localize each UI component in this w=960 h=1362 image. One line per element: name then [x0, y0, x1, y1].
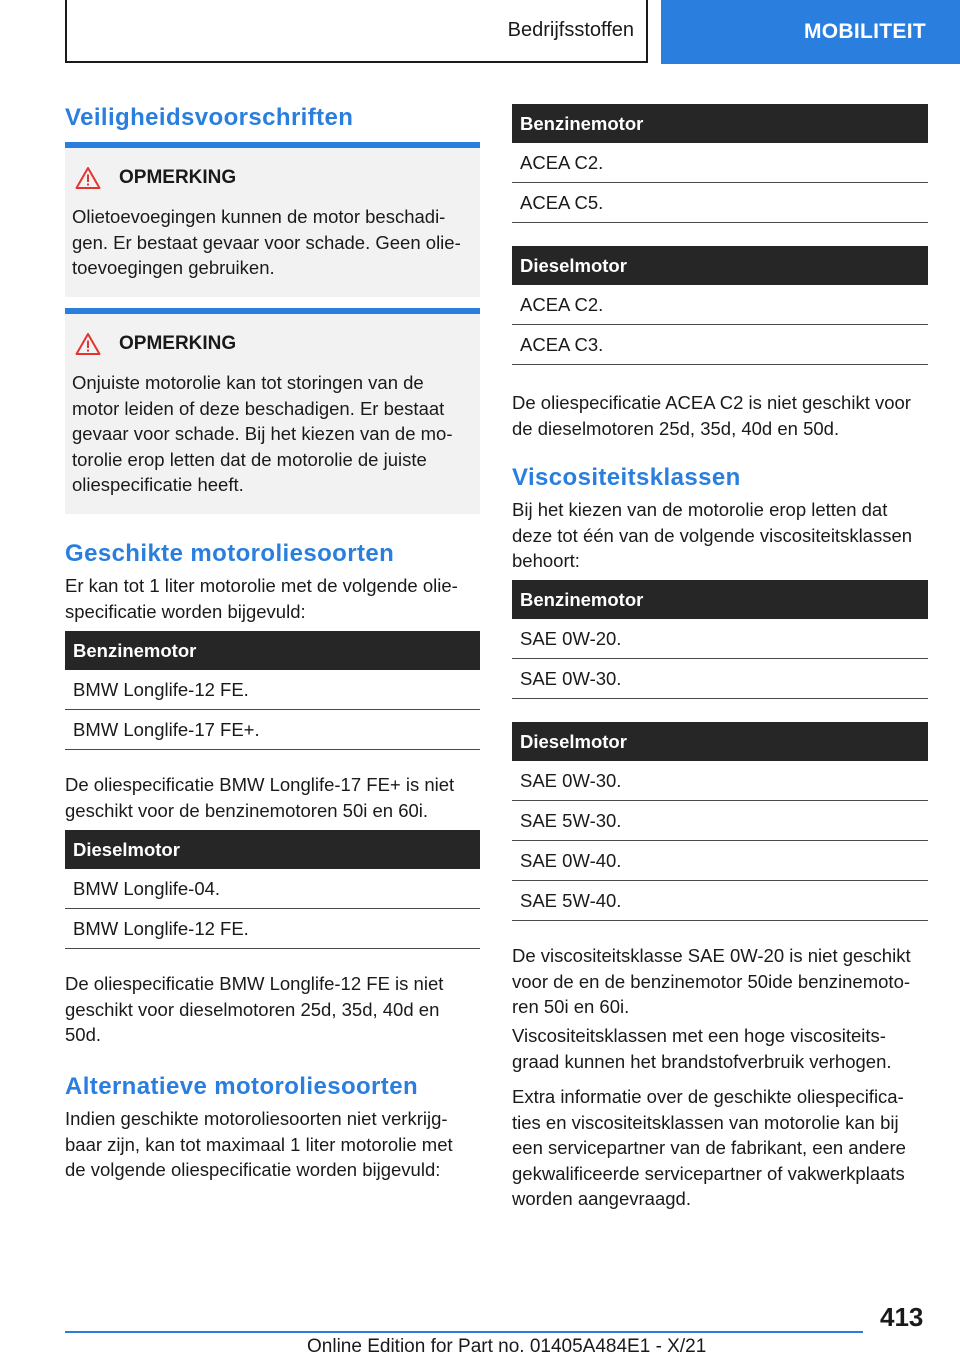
- table-row: ACEA C2.: [512, 143, 928, 183]
- warning-line: Olietoevoegingen kunnen de motor beschadi-: [72, 206, 446, 227]
- table-row: BMW Longlife-17 FE+.: [65, 710, 480, 750]
- intro-viscosity: [512, 497, 928, 574]
- warning-header-1: [75, 166, 236, 190]
- text-line: graad kunnen het brandstofverbruik verhogen.: [512, 1050, 892, 1072]
- warning-line: toevoegingen gebruiken.: [72, 257, 275, 278]
- table-petrol-acea: [512, 104, 928, 223]
- page-number: 413: [880, 1302, 924, 1332]
- text-line: voor de en de benzinemotor 50ide benzinemoto-: [512, 970, 911, 992]
- table-petrol-viscosity: [512, 580, 928, 699]
- text-line: Bij het kiezen van de motorolie erop letten dat: [512, 499, 888, 520]
- warning-line: gen. Er bestaat gevaar voor schade. Geen olie-: [72, 231, 461, 253]
- text-line: behoort:: [512, 550, 580, 571]
- table-row: SAE 5W-40.: [512, 881, 928, 921]
- warning-box-1: [65, 142, 480, 297]
- text-line: deze tot één van de volgende viscositeitsklassen: [512, 524, 913, 546]
- text-line: Er kan tot 1 liter motorolie met de volgende olie-: [65, 575, 458, 596]
- warning-line: torolie erop letten dat de motorolie de juiste: [72, 448, 427, 470]
- section-tab[interactable]: [65, 0, 648, 63]
- table-header: Benzinemotor: [512, 580, 928, 619]
- text-line: De oliespecificatie BMW Longlife-12 FE is niet: [65, 973, 444, 994]
- table-row: BMW Longlife-12 FE.: [65, 909, 480, 949]
- table-row: SAE 5W-30.: [512, 801, 928, 841]
- warning-line: gevaar voor schade. Bij het kiezen van de mo-: [72, 423, 453, 444]
- table-row: ACEA C3.: [512, 325, 928, 365]
- text-line: specificatie worden bijgevuld:: [65, 600, 306, 622]
- warning-line: motor leiden of deze beschadigen. Er bestaat: [72, 397, 445, 419]
- table-diesel-viscosity: [512, 722, 928, 921]
- footer-divider: [65, 1331, 863, 1333]
- note-longlife-17: [65, 772, 480, 823]
- table-header: Benzinemotor: [65, 631, 480, 670]
- chapter-tab[interactable]: [661, 0, 960, 64]
- table-row: SAE 0W-30.: [512, 659, 928, 699]
- warning-text-2: [72, 370, 472, 498]
- text-line: baar zijn, kan tot maximaal 1 liter motorolie met: [65, 1133, 453, 1155]
- text-line: geschikt voor de benzinemotoren 50i en 60i.: [65, 799, 429, 821]
- table-row: SAE 0W-20.: [512, 619, 928, 659]
- text-line: Indien geschikte motoroliesoorten niet verkrijg-: [65, 1108, 448, 1129]
- table-row: BMW Longlife-12 FE.: [65, 670, 480, 710]
- text-line: Viscositeitsklassen met een hoge viscositeits-: [512, 1025, 886, 1046]
- table-row: BMW Longlife-04.: [65, 869, 480, 909]
- text-line: worden aangevraagd.: [512, 1188, 691, 1209]
- intro-alternative-oils: [65, 1106, 480, 1183]
- table-diesel-longlife: [65, 830, 480, 949]
- warning-title-1: OPMERKING: [119, 167, 237, 188]
- edition-note: Online Edition for Part no. 01405A484E1 - X/21: [307, 1336, 707, 1357]
- text-line: een servicepartner van de fabrikant, een andere: [512, 1137, 906, 1158]
- warning-triangle-icon: [75, 332, 101, 356]
- heading-alternative-oils: Alternatieve motoroliesoorten: [65, 1073, 419, 1100]
- heading-suitable-oils: Geschikte motoroliesoorten: [65, 540, 395, 567]
- text-line: de volgende oliespecificatie worden bijgevuld:: [65, 1159, 441, 1180]
- note-extra-info: [512, 1084, 928, 1212]
- table-petrol-longlife: [65, 631, 480, 750]
- table-row: ACEA C5.: [512, 183, 928, 223]
- warning-title-2: OPMERKING: [119, 333, 237, 354]
- text-line: De oliespecificatie ACEA C2 is niet geschikt voor: [512, 392, 911, 413]
- text-line: Extra informatie over de geschikte oliespecifica-: [512, 1086, 904, 1107]
- page-header: [0, 0, 960, 66]
- text-line: ties en viscositeitsklassen van motorolie kan bij: [512, 1111, 899, 1133]
- note-acea-c2: [512, 390, 928, 441]
- text-line: de dieselmotoren 25d, 35d, 40d en 50d.: [512, 417, 840, 439]
- warning-box-2: [65, 308, 480, 514]
- heading-safety: Veiligheidsvoorschriften: [65, 104, 354, 131]
- text-line: De oliespecificatie BMW Longlife-17 FE+ is niet: [65, 774, 455, 795]
- note-longlife-12: [65, 971, 480, 1048]
- text-line: 50d.: [65, 1024, 102, 1045]
- text-line: geschikt voor dieselmotoren 25d, 35d, 40d en: [65, 998, 440, 1020]
- table-row: SAE 0W-40.: [512, 841, 928, 881]
- text-line: ren 50i en 60i.: [512, 996, 630, 1017]
- table-row: ACEA C2.: [512, 285, 928, 325]
- heading-viscosity: Viscositeitsklassen: [512, 464, 741, 491]
- warning-line: Onjuiste motorolie kan tot storingen van de: [72, 372, 424, 393]
- intro-suitable-oils: [65, 573, 480, 624]
- warning-line: oliespecificatie heeft.: [72, 474, 244, 495]
- warning-triangle-icon: [75, 166, 101, 190]
- text-line: gekwalificeerde servicepartner of vakwerkplaats: [512, 1162, 905, 1184]
- table-row: SAE 0W-30.: [512, 761, 928, 801]
- warning-text-1: [72, 204, 472, 281]
- table-header: Dieselmotor: [65, 830, 480, 869]
- section-tab-label: Bedrijfsstoffen: [507, 19, 634, 41]
- note-high-viscosity: [512, 1023, 928, 1074]
- table-header: Dieselmotor: [512, 722, 928, 761]
- chapter-tab-label: MOBILITEIT: [804, 20, 926, 43]
- warning-header-2: [75, 332, 236, 356]
- table-header: Benzinemotor: [512, 104, 928, 143]
- text-line: De viscositeitsklasse SAE 0W-20 is niet geschikt: [512, 945, 911, 966]
- table-header: Dieselmotor: [512, 246, 928, 285]
- note-sae-0w20: [512, 943, 928, 1020]
- table-diesel-acea: [512, 246, 928, 365]
